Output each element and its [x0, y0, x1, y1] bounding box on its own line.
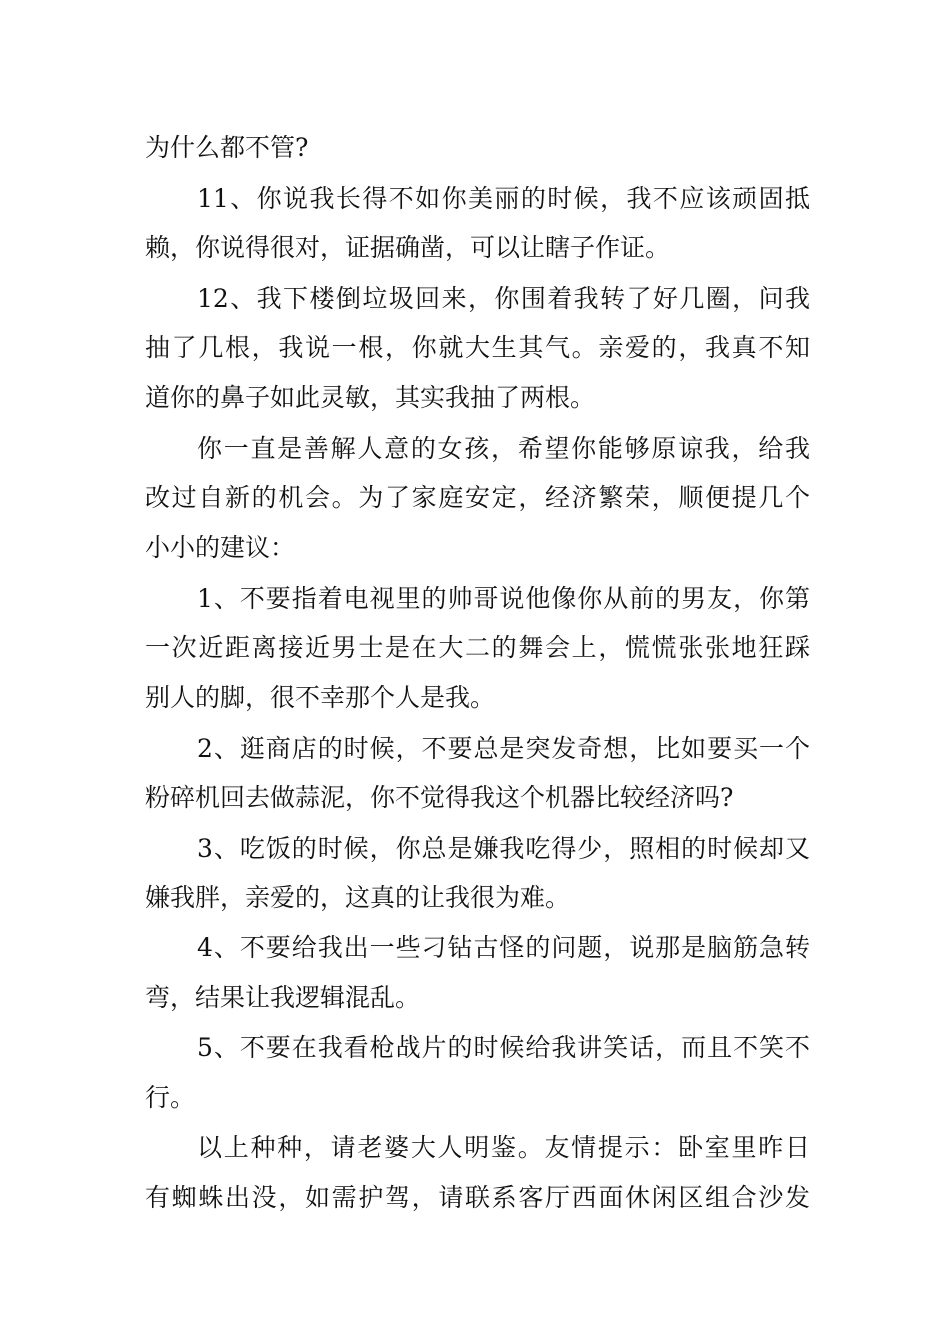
text-line: 改过自新的机会。为了家庭安定，经济繁荣，顺便提几个 [145, 483, 810, 512]
text-line: 有蜘蛛出没，如需护驾，请联系客厅西面休闲区组合沙发 [145, 1183, 810, 1212]
text-line: 12、我下楼倒垃圾回来，你围着我转了好几圈，问我 [197, 284, 810, 313]
text-line: 3、吃饭的时候，你总是嫌我吃得少，照相的时候却又 [197, 834, 810, 863]
text-line: 以上种种，请老婆大人明鉴。友情提示：卧室里昨日 [197, 1133, 810, 1162]
text-line: 1、不要指着电视里的帅哥说他像你从前的男友，你第 [197, 584, 810, 613]
text-line: 赖，你说得很对，证据确凿，可以让瞎子作证。 [145, 233, 671, 262]
text-line: 嫌我胖，亲爱的，这真的让我很为难。 [145, 883, 571, 912]
text-line: 你一直是善解人意的女孩，希望你能够原谅我，给我 [197, 434, 810, 463]
text-line: 一次近距离接近男士是在大二的舞会上，慌慌张张地狂踩 [145, 633, 810, 662]
text-line: 粉碎机回去做蒜泥，你不觉得我这个机器比较经济吗? [145, 783, 734, 812]
text-line: 行。 [145, 1083, 196, 1112]
text-line: 弯，结果让我逻辑混乱。 [145, 983, 421, 1012]
text-line: 4、不要给我出一些刁钻古怪的问题，说那是脑筋急转 [197, 933, 810, 962]
text-line: 为什么都不管? [145, 133, 309, 162]
text-line: 小小的建议： [145, 533, 296, 562]
text-line: 别人的脚，很不幸那个人是我。 [145, 683, 496, 712]
text-line: 5、不要在我看枪战片的时候给我讲笑话，而且不笑不 [197, 1033, 810, 1062]
text-line: 2、逛商店的时候，不要总是突发奇想，比如要买一个 [197, 734, 810, 763]
text-line: 道你的鼻子如此灵敏，其实我抽了两根。 [145, 383, 596, 412]
text-line: 11、你说我长得不如你美丽的时候，我不应该顽固抵 [197, 184, 810, 213]
text-line: 抽了几根，我说一根，你就大生其气。亲爱的，我真不知 [145, 333, 810, 362]
